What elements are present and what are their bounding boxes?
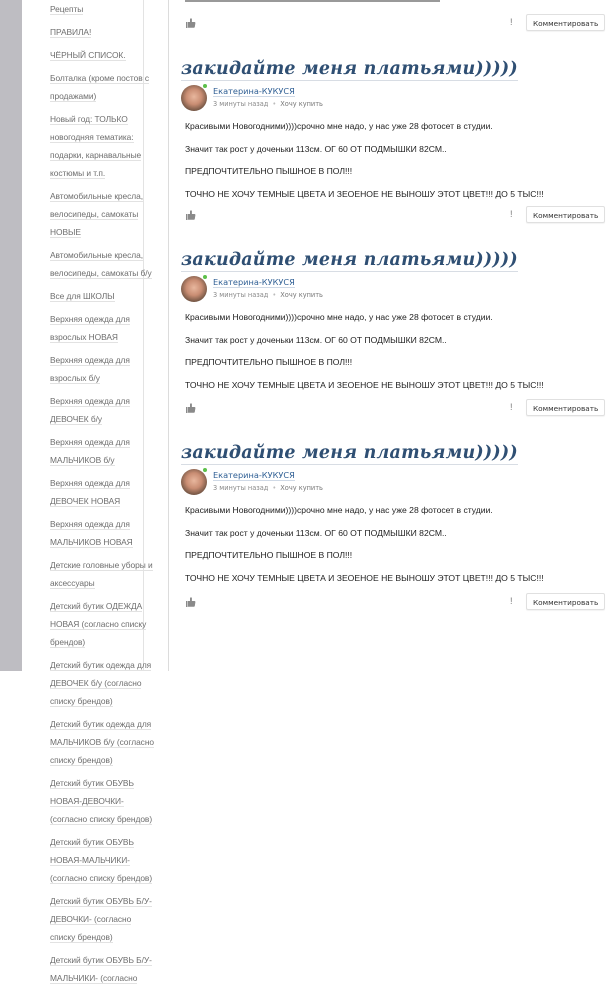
post-meta bbox=[213, 484, 323, 492]
category-link-recipes[interactable]: Рецепты bbox=[50, 4, 84, 14]
post-paragraph: Значит так рост у доченьки 113см. ОГ 60 ОТ ПОДМЫШКИ 82СМ.. bbox=[185, 527, 447, 538]
comment-button[interactable]: Комментировать bbox=[526, 593, 605, 610]
category-link-new-year[interactable]: Новый год: ТОЛЬКО новогодняя тематика: подарки, карнавальные костюмы и т.п. bbox=[50, 114, 142, 178]
post-category-link[interactable]: Хочу купить bbox=[280, 291, 323, 299]
post-actions bbox=[169, 593, 616, 613]
report-icon[interactable]: ! bbox=[510, 17, 513, 27]
category-link-outerwear-girls-new[interactable]: Верхняя одежда для ДЕВОЧЕК НОВАЯ bbox=[50, 478, 130, 506]
category-link-outerwear-boys-new[interactable]: Верхняя одежда для МАЛЬЧИКОВ НОВАЯ bbox=[50, 519, 133, 547]
post-title[interactable]: закидайте меня платьями))))) bbox=[181, 250, 518, 270]
report-icon[interactable]: ! bbox=[510, 596, 513, 606]
like-icon[interactable] bbox=[185, 208, 197, 220]
meta-separator: • bbox=[272, 100, 277, 108]
post-paragraph: Красивыми Новогодними))))срочно мне надо, у нас уже 28 фотосет в студии. bbox=[185, 312, 493, 322]
category-link-rules[interactable]: ПРАВИЛА! bbox=[50, 27, 92, 37]
category-link-boutique-shoes-girls-used[interactable]: Детский бутик ОБУВЬ Б/У-ДЕВОЧКИ- (согласно списку брендов) bbox=[50, 896, 152, 942]
online-status-indicator bbox=[203, 468, 207, 472]
category-link-boutique-boys-used[interactable]: Детский бутик одежда для МАЛЬЧИКОВ б/у (согласно списку брендов) bbox=[50, 719, 154, 765]
post-paragraph: ПРЕДПОЧТИТЕЛЬНО ПЫШНОЕ В ПОЛ!!! bbox=[185, 166, 353, 176]
post-paragraph: ТОЧНО НЕ ХОЧУ ТЕМНЫЕ ЦВЕТА И ЗЕОЕНОЕ НЕ ВЫНОШУ ЭТОТ ЦВЕТ!!! ДО 5 ТЫС!!! bbox=[185, 379, 544, 390]
post-title[interactable]: закидайте меня платьями))))) bbox=[181, 443, 518, 463]
category-link-outerwear-girls-used[interactable]: Верхняя одежда для ДЕВОЧЕК б/у bbox=[50, 396, 130, 424]
previous-post-text-fragment bbox=[185, 0, 485, 2]
post-title[interactable]: закидайте меня платьями))))) bbox=[181, 59, 518, 79]
post-paragraph: ТОЧНО НЕ ХОЧУ ТЕМНЫЕ ЦВЕТА И ЗЕОЕНОЕ НЕ ВЫНОШУ ЭТОТ ЦВЕТ!!! ДО 5 ТЫС!!! bbox=[185, 572, 544, 583]
post-time: 3 минуты назад bbox=[213, 484, 269, 492]
post-paragraph: Значит так рост у доченьки 113см. ОГ 60 ОТ ПОДМЫШКИ 82СМ.. bbox=[185, 334, 447, 345]
category-link-boutique-clothing-new[interactable]: Детский бутик ОДЕЖДА НОВАЯ (согласно списку брендов) bbox=[50, 601, 147, 647]
category-link-school[interactable]: Все для ШКОЛЫ bbox=[50, 291, 115, 301]
post-meta bbox=[213, 100, 323, 108]
category-link-boutique-shoes-girls-new[interactable]: Детский бутик ОБУВЬ НОВАЯ-ДЕВОЧКИ- (согласно списку брендов) bbox=[50, 778, 153, 824]
category-link-car-seats-new[interactable]: Автомобильные кресла, велосипеды, самокаты НОВЫЕ bbox=[50, 191, 144, 237]
post-paragraph: Красивыми Новогодними))))срочно мне надо, у нас уже 28 фотосет в студии. bbox=[185, 121, 493, 131]
post-category-link[interactable]: Хочу купить bbox=[280, 484, 323, 492]
previous-post-actions bbox=[169, 14, 616, 34]
comment-button[interactable]: Комментировать bbox=[526, 206, 605, 223]
post-meta bbox=[213, 291, 323, 299]
post-paragraph: ПРЕДПОЧТИТЕЛЬНО ПЫШНОЕ В ПОЛ!!! bbox=[185, 550, 353, 560]
avatar[interactable] bbox=[181, 276, 207, 302]
category-link-outerwear-boys-used[interactable]: Верхняя одежда для МАЛЬЧИКОВ б/у bbox=[50, 437, 130, 465]
post-time: 3 минуты назад bbox=[213, 100, 269, 108]
post-body bbox=[185, 312, 615, 402]
avatar[interactable] bbox=[181, 469, 207, 495]
meta-separator: • bbox=[272, 484, 277, 492]
category-link-outerwear-adult-used[interactable]: Верхняя одежда для взрослых б/у bbox=[50, 355, 130, 383]
post-body bbox=[185, 505, 615, 595]
online-status-indicator bbox=[203, 275, 207, 279]
category-link-boutique-shoes-boys-new[interactable]: Детский бутик ОБУВЬ НОВАЯ-МАЛЬЧИКИ- (согласно списку брендов) bbox=[50, 837, 153, 883]
post-paragraph: Красивыми Новогодними))))срочно мне надо, у нас уже 28 фотосет в студии. bbox=[185, 505, 493, 515]
post-body bbox=[185, 121, 615, 211]
left-gutter bbox=[0, 0, 22, 671]
author-link[interactable]: Екатерина-КУКУСЯ bbox=[213, 277, 295, 287]
comment-button[interactable]: Комментировать bbox=[526, 14, 605, 31]
category-link-boutique-shoes-boys-used[interactable]: Детский бутик ОБУВЬ Б/У-МАЛЬЧИКИ- (согласно bbox=[50, 955, 152, 983]
comment-button[interactable]: Комментировать bbox=[526, 399, 605, 416]
post-paragraph: ТОЧНО НЕ ХОЧУ ТЕМНЫЕ ЦВЕТА И ЗЕОЕНОЕ НЕ ВЫНОШУ ЭТОТ ЦВЕТ!!! ДО 5 ТЫС!!! bbox=[185, 188, 544, 199]
online-status-indicator bbox=[203, 84, 207, 88]
post-paragraph: Значит так рост у доченьки 113см. ОГ 60 ОТ ПОДМЫШКИ 82СМ.. bbox=[185, 143, 447, 154]
author-link[interactable]: Екатерина-КУКУСЯ bbox=[213, 86, 295, 96]
category-link-blacklist[interactable]: ЧЁРНЫЙ СПИСОК. bbox=[50, 50, 126, 60]
report-icon[interactable]: ! bbox=[510, 209, 513, 219]
category-link-chatter[interactable]: Болталка (кроме постов с продажами) bbox=[50, 73, 150, 101]
post-time: 3 минуты назад bbox=[213, 291, 269, 299]
category-link-car-seats-used[interactable]: Автомобильные кресла, велосипеды, самокаты б/у bbox=[50, 250, 152, 278]
category-link-kids-hats[interactable]: Детские головные уборы и аксессуары bbox=[50, 560, 153, 588]
category-list bbox=[50, 0, 158, 991]
category-link-boutique-girls-used[interactable]: Детский бутик одежда для ДЕВОЧЕК б/у (согласно списку брендов) bbox=[50, 660, 152, 706]
author-link[interactable]: Екатерина-КУКУСЯ bbox=[213, 470, 295, 480]
post-actions bbox=[169, 206, 616, 226]
post-paragraph: ПРЕДПОЧТИТЕЛЬНО ПЫШНОЕ В ПОЛ!!! bbox=[185, 357, 353, 367]
like-icon[interactable] bbox=[185, 16, 197, 28]
category-link-outerwear-adult-new[interactable]: Верхняя одежда для взрослых НОВАЯ bbox=[50, 314, 130, 342]
like-icon[interactable] bbox=[185, 401, 197, 413]
avatar[interactable] bbox=[181, 85, 207, 111]
report-icon[interactable]: ! bbox=[510, 402, 513, 412]
post-actions bbox=[169, 399, 616, 419]
post-feed bbox=[168, 0, 616, 671]
meta-separator: • bbox=[272, 291, 277, 299]
category-sidebar bbox=[22, 0, 154, 983]
post-category-link[interactable]: Хочу купить bbox=[280, 100, 323, 108]
like-icon[interactable] bbox=[185, 595, 197, 607]
